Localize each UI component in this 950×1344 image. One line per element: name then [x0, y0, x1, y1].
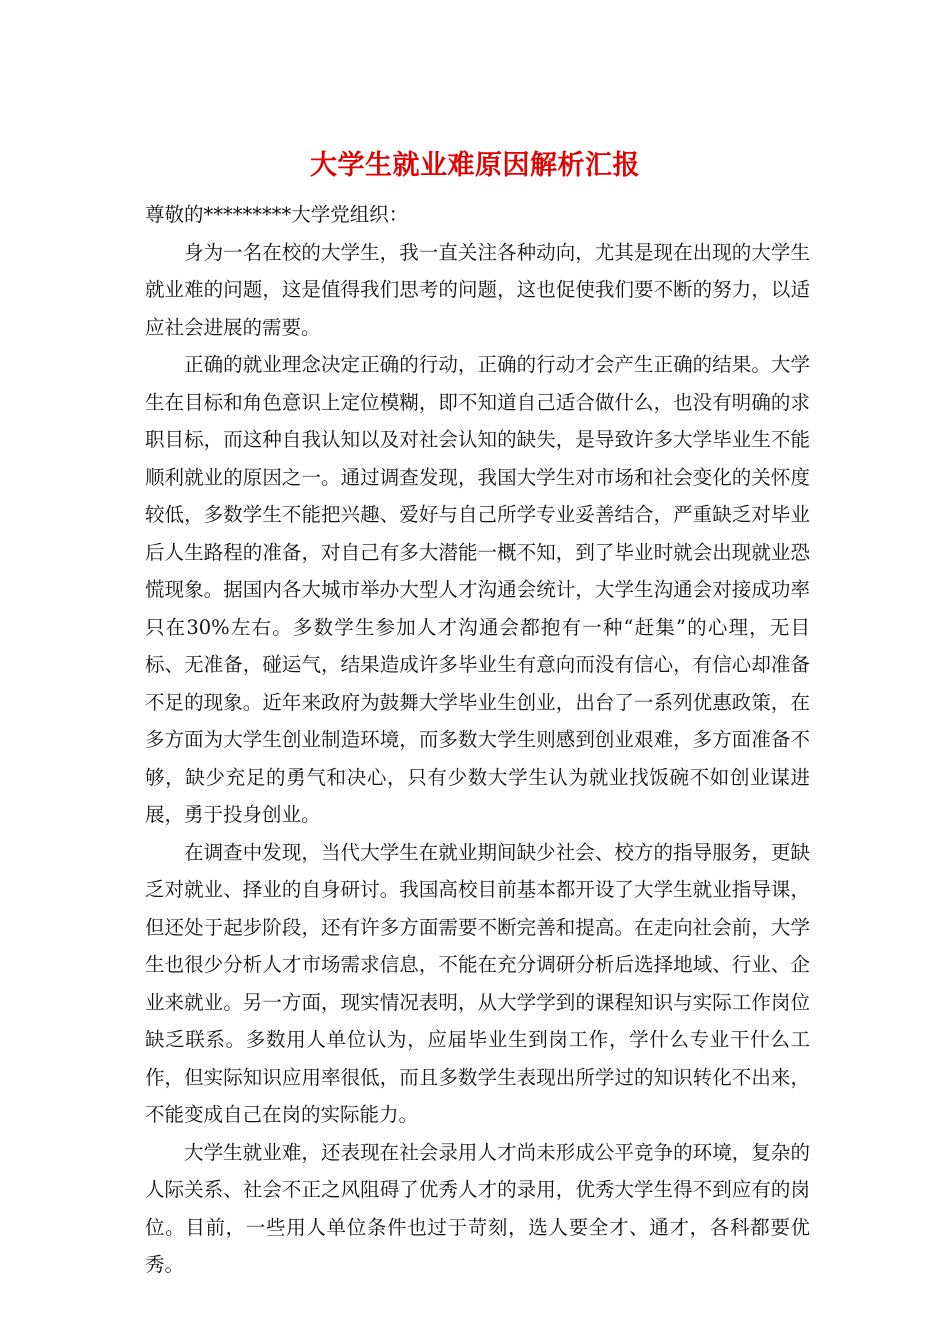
paragraph-3: 在调查中发现，当代大学生在就业期间缺少社会、校方的指导服务，更缺乏对就业、择业的自身研讨。我国高校目前基本都开设了大学生就业指导课，但还处于起步阶段，还有许多方面需要不断完善和提高。在走向社会前，大学生也很少分析人才市场需求信息，不能在充分调研分析后选择地域、行业、企业来就业。另一方面，现实情况表明，从大学学到的课程知识与实际工作岗位缺乏联系。多数用人单位认为，应届毕业生到岗工作，学什么专业干什么工作，但实际知识应用率很低，而且多数学生表现出所学过的知识转化不出来，不能变成自己在岗的实际能力。	[145, 840, 810, 1126]
salutation: 尊敬的*********大学党组织：	[145, 203, 409, 226]
document-title: 大学生就业难原因解析汇报	[310, 150, 640, 181]
paragraph-4: 大学生就业难，还表现在社会录用人才尚未形成公平竞争的环境，复杂的人际关系、社会不正之风阻碍了优秀人才的录用，优秀大学生得不到应有的岗位。目前，一些用人单位条件也过于苛刻，选人要全才、通才，各科都要优秀。	[145, 1140, 810, 1276]
paragraph-1: 身为一名在校的大学生，我一直关注各种动向，尤其是现在出现的大学生就业难的问题，这是值得我们思考的问题，这也促使我们要不断的努力，以适应社会进展的需要。	[145, 240, 810, 339]
document-body	[145, 196, 810, 1284]
paragraph-2: 正确的就业理念决定正确的行动，正确的行动才会产生正确的结果。大学生在目标和角色意识上定位模糊，即不知道自己适合做什么，也没有明确的求职目标，而这种自我认知以及对社会认知的缺失，是导致许多大学毕业生不能顺利就业的原因之一。通过调查发现，我国大学生对市场和社会变化的关怀度较低，多数学生不能把兴趣、爱好与自己所学专业妥善结合，严重缺乏对毕业后人生路程的准备，对自己有多大潜能一概不知，到了毕业时就会出现就业恐慌现象。据国内各大城市举办大型人才沟通会统计，大学生沟通会对接成功率只在30%左右。多数学生参加人才沟通会都抱有一种“赶集”的心理，无目标、无准备，碰运气，结果造成许多毕业生有意向而没有信心，有信心却准备不足的现象。近年来政府为鼓舞大学毕业生创业，出台了一系列优惠政策，在多方面为大学生创业制造环境，而多数大学生则感到创业艰难，多方面准备不够，缺少充足的勇气和决心，只有少数大学生认为就业找饭碗不如创业谋进展，勇于投身创业。	[145, 353, 810, 826]
